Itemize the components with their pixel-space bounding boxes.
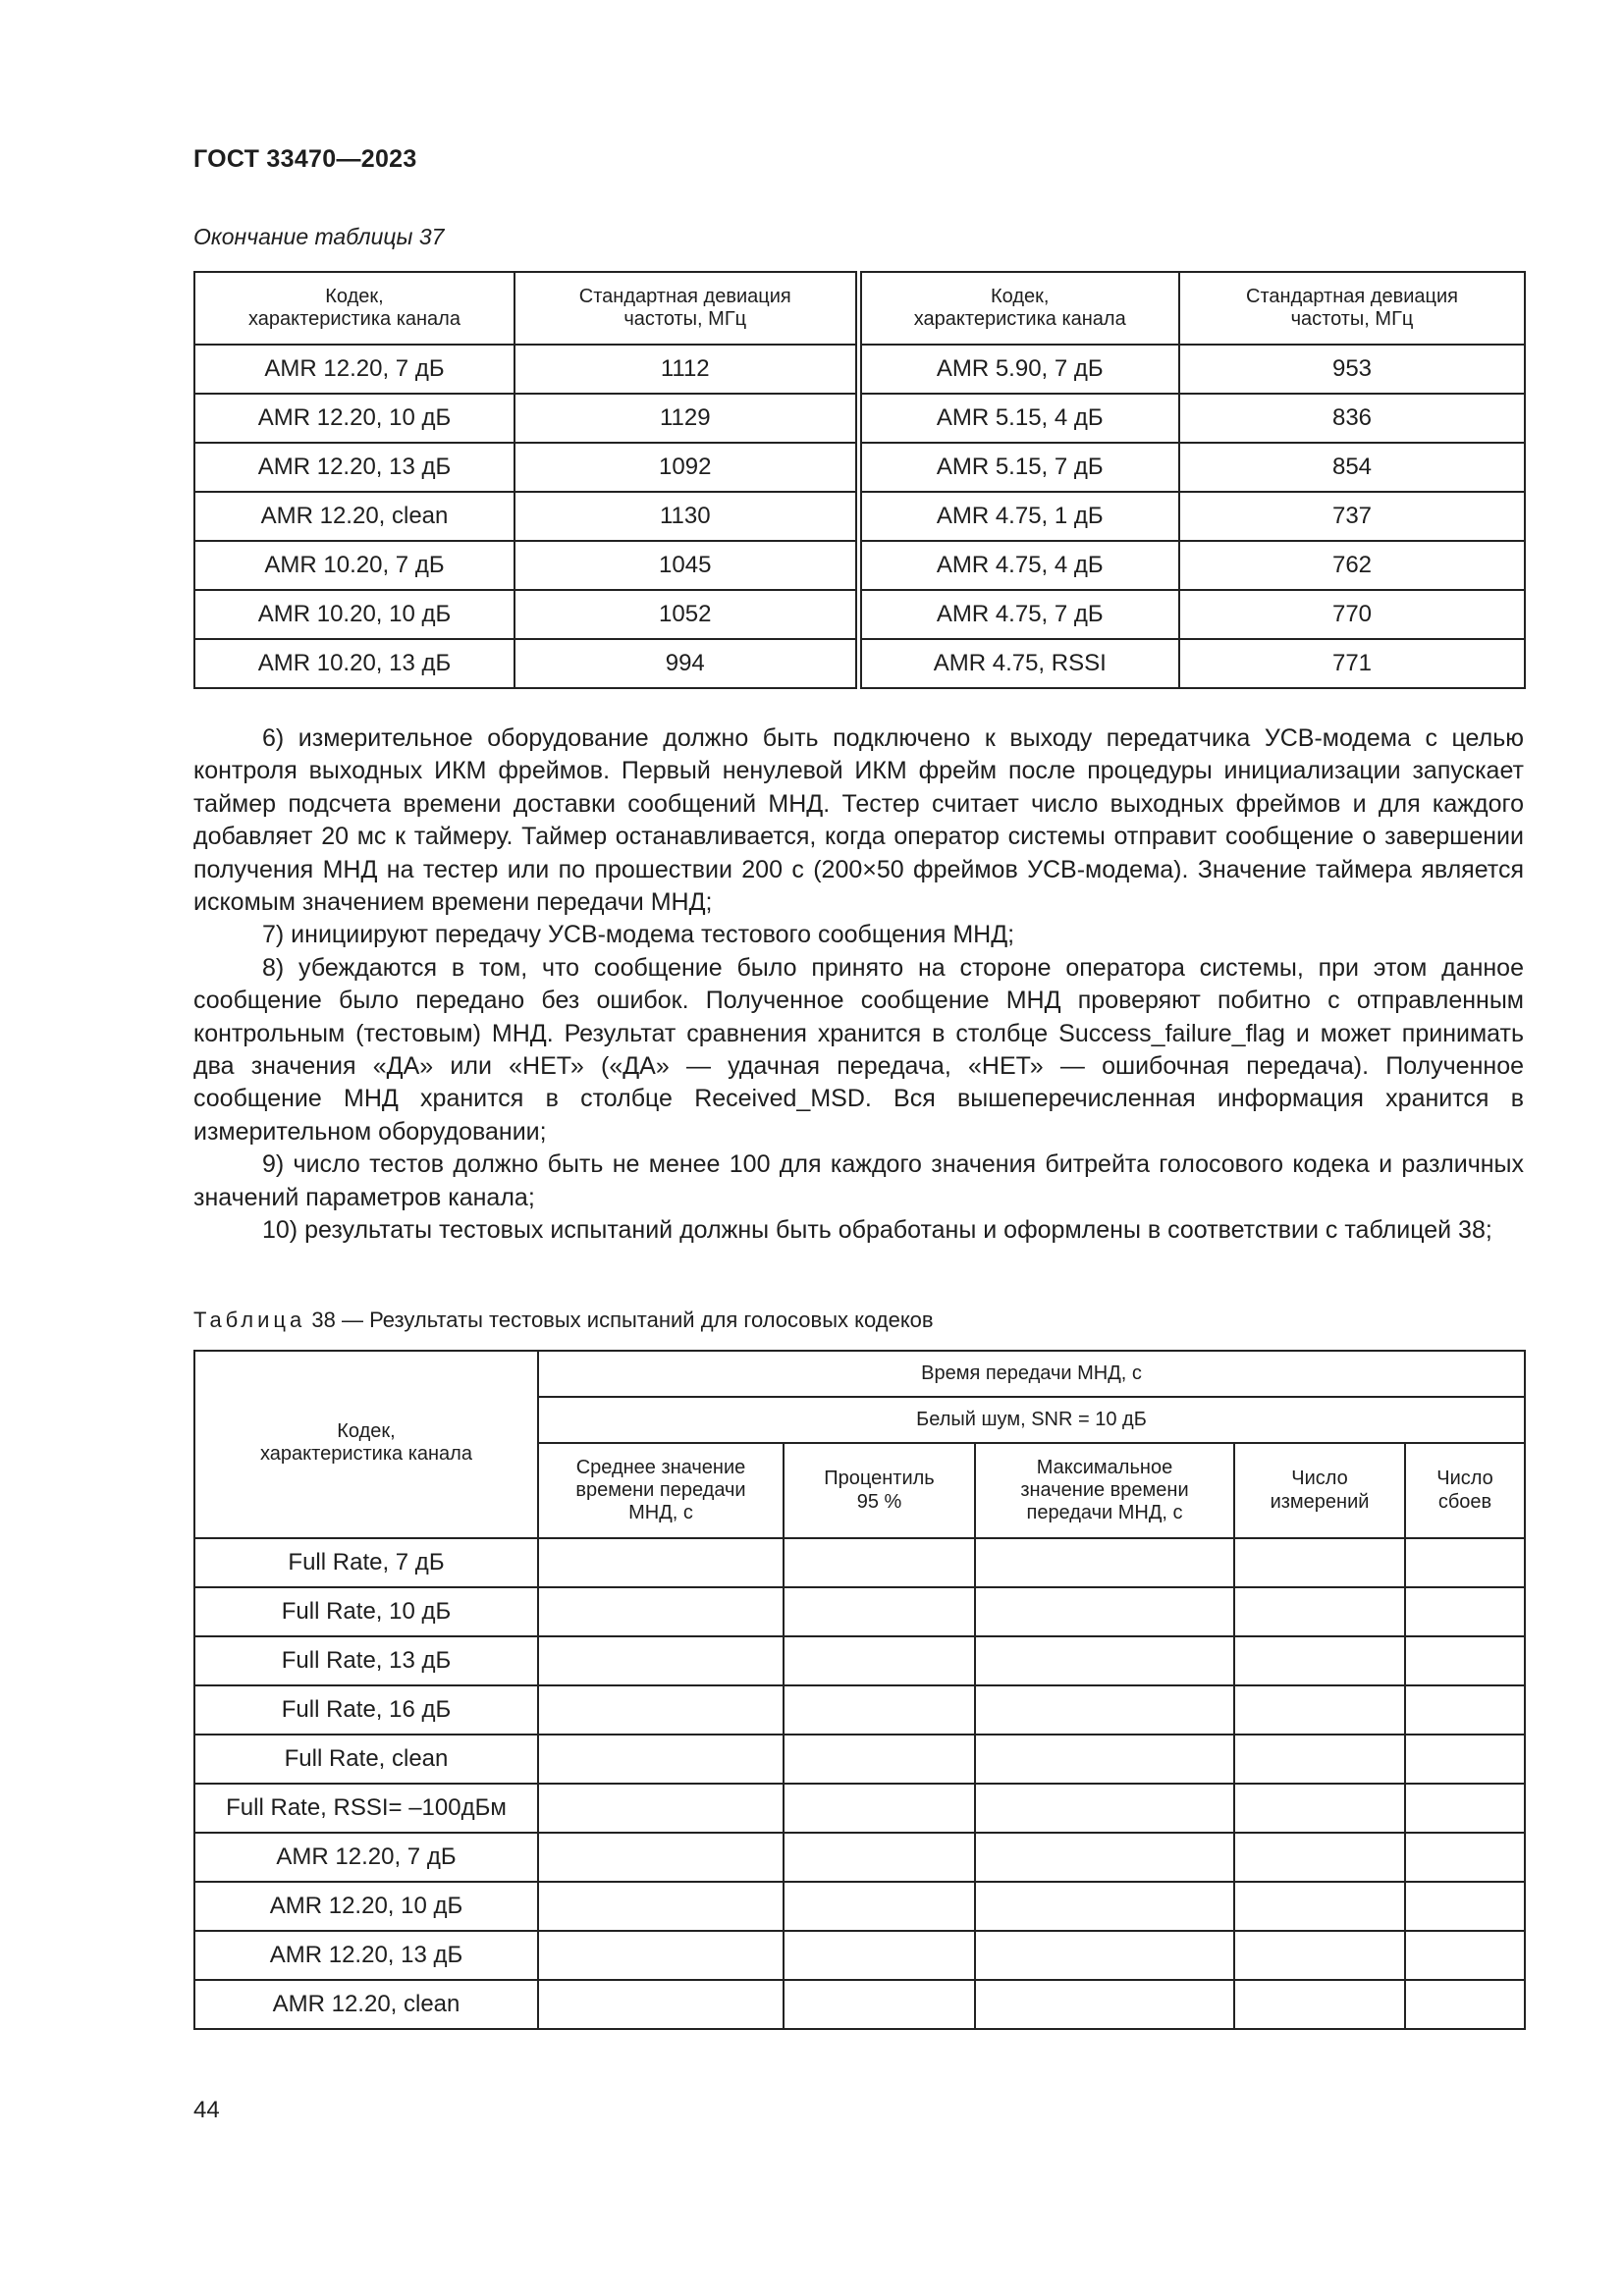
table-row-label: Full Rate, 16 дБ — [194, 1685, 538, 1735]
table-row-label: Full Rate, 7 дБ — [194, 1538, 538, 1587]
table-row — [194, 1587, 1525, 1636]
table-cell: AMR 5.15, 4 дБ — [858, 394, 1179, 443]
table-cell-empty — [1234, 1636, 1405, 1685]
paragraph-item-8: 8) убеждаются в том, что сообщение было принято на стороне оператора системы, при этом данное сообщение было передано без ошибок. Полученное сообщение МНД проверяют побитно с отправленным контрольным (тестовым) МНД. Результат сравнения хранится в столбце Success_failure_flag и может принимать два значения «ДА» или «НЕТ» («ДА» — удачная передача, «НЕТ» — ошибочная передача). Полученное сообщение МНД хранится в столбце Received_MSD. Вся вышеперечисленная информация хранится в измерительном оборудовании; — [193, 953, 1524, 1146]
table-row — [194, 1833, 1525, 1882]
table-cell-empty — [975, 1636, 1234, 1685]
table-row-label: AMR 12.20, 10 дБ — [194, 1882, 538, 1931]
table-cell-empty — [1234, 1685, 1405, 1735]
table-cell: AMR 4.75, 7 дБ — [858, 590, 1179, 639]
table-cell-empty — [784, 1882, 975, 1931]
table-cell: 1052 — [514, 590, 858, 639]
table-row — [194, 590, 1525, 639]
table-cell: AMR 5.90, 7 дБ — [858, 345, 1179, 394]
body-text — [193, 722, 1524, 1248]
table-cell: AMR 4.75, RSSI — [858, 639, 1179, 688]
table-cell-empty — [975, 1833, 1234, 1882]
table-cell: 771 — [1179, 639, 1525, 688]
table-cell: AMR 12.20, 13 дБ — [194, 443, 514, 492]
table-cell-empty — [1405, 1833, 1525, 1882]
table-cell: 994 — [514, 639, 858, 688]
table-cell-empty — [784, 1735, 975, 1784]
table-cell: 1129 — [514, 394, 858, 443]
table-cell-empty — [975, 1882, 1234, 1931]
table-cell-empty — [784, 1784, 975, 1833]
table37-header-row — [194, 272, 1525, 345]
table-cell-empty — [1405, 1784, 1525, 1833]
paragraph-item-6: 6) измерительное оборудование должно быть подключено к выходу передатчика УСВ-модема с целью контроля выходных ИКМ фреймов. Первый ненулевой ИКМ фрейм после процедуры инициализации запускает таймер подсчета времени доставки сообщений МНД. Тестер считает число выходных фреймов и для каждого добавляет 20 мс к таймеру. Таймер останавливается, когда оператор системы отправит сообщение о завершении получения МНД на тестер или по прошествии 200 с (200×50 фреймов УСВ-модема). Значение таймера является искомым значением времени передачи МНД; — [193, 724, 1524, 917]
table-cell-empty — [1234, 1833, 1405, 1882]
table-row-label: Full Rate, RSSI= –100дБм — [194, 1784, 538, 1833]
table-cell-empty — [784, 1685, 975, 1735]
table-cell: AMR 10.20, 10 дБ — [194, 590, 514, 639]
table37-header-cell: Стандартная девиация частоты, МГц — [1179, 272, 1525, 345]
table-cell-empty — [975, 1538, 1234, 1587]
table-cell-empty — [538, 1784, 784, 1833]
table-cell: AMR 12.20, 7 дБ — [194, 345, 514, 394]
table-cell: 737 — [1179, 492, 1525, 541]
table-cell-empty — [538, 1685, 784, 1735]
table37-header-cell: Кодек, характеристика канала — [194, 272, 514, 345]
table-cell-empty — [975, 1784, 1234, 1833]
table-cell-empty — [538, 1833, 784, 1882]
table-row — [194, 443, 1525, 492]
table-row — [194, 492, 1525, 541]
table-cell: 854 — [1179, 443, 1525, 492]
table-cell: 1045 — [514, 541, 858, 590]
table-row — [194, 1538, 1525, 1587]
table-cell-empty — [784, 1980, 975, 2029]
table-row — [194, 541, 1525, 590]
table37-header-cell: Стандартная девиация частоты, МГц — [514, 272, 858, 345]
table-cell-empty — [538, 1587, 784, 1636]
table-cell-empty — [784, 1538, 975, 1587]
table-cell: AMR 4.75, 4 дБ — [858, 541, 1179, 590]
table-row-label: Full Rate, clean — [194, 1735, 538, 1784]
table38-header-cell: Процентиль 95 % — [784, 1443, 975, 1538]
table38-header-cell: Число сбоев — [1405, 1443, 1525, 1538]
table-row — [194, 1931, 1525, 1980]
table-row-label: AMR 12.20, 13 дБ — [194, 1931, 538, 1980]
table-row — [194, 1980, 1525, 2029]
table-cell-empty — [1405, 1636, 1525, 1685]
table-cell-empty — [1405, 1685, 1525, 1735]
table-cell-empty — [538, 1735, 784, 1784]
table-cell-empty — [1234, 1784, 1405, 1833]
table-cell: 770 — [1179, 590, 1525, 639]
table-cell-empty — [784, 1587, 975, 1636]
table-38 — [193, 1350, 1526, 2030]
table-cell: 1112 — [514, 345, 858, 394]
table-cell: AMR 4.75, 1 дБ — [858, 492, 1179, 541]
table-cell-empty — [1234, 1882, 1405, 1931]
table-cell-empty — [1234, 1735, 1405, 1784]
table-cell-empty — [1405, 1587, 1525, 1636]
table-cell-empty — [975, 1980, 1234, 2029]
table-cell: AMR 12.20, clean — [194, 492, 514, 541]
table-cell-empty — [1405, 1882, 1525, 1931]
table-cell-empty — [538, 1931, 784, 1980]
table-cell-empty — [784, 1636, 975, 1685]
table-row-label: AMR 12.20, clean — [194, 1980, 538, 2029]
table-cell-empty — [1234, 1980, 1405, 2029]
table-row-label: Full Rate, 10 дБ — [194, 1587, 538, 1636]
table-cell-empty — [538, 1538, 784, 1587]
table38-header-codec: Кодек, характеристика канала — [194, 1351, 538, 1538]
paragraph-item-9: 9) число тестов должно быть не менее 100 для каждого значения битрейта голосового кодека и различных значений параметров канала; — [193, 1150, 1524, 1211]
table-cell-empty — [1405, 1538, 1525, 1587]
table-cell-empty — [1234, 1538, 1405, 1587]
table-cell-empty — [538, 1636, 784, 1685]
table-cell-empty — [1234, 1931, 1405, 1980]
table-cell-empty — [975, 1685, 1234, 1735]
table-cell-empty — [1405, 1980, 1525, 2029]
table-row — [194, 394, 1525, 443]
table-row — [194, 1735, 1525, 1784]
table-cell: AMR 5.15, 7 дБ — [858, 443, 1179, 492]
table-row — [194, 639, 1525, 688]
table-cell: AMR 10.20, 7 дБ — [194, 541, 514, 590]
table37-header-cell: Кодек, характеристика канала — [858, 272, 1179, 345]
table38-header-cell: Среднее значение времени передачи МНД, с — [538, 1443, 784, 1538]
table-row — [194, 1784, 1525, 1833]
table-cell: 1092 — [514, 443, 858, 492]
table-cell-empty — [1405, 1931, 1525, 1980]
table-cell-empty — [975, 1931, 1234, 1980]
paragraph-item-10: 10) результаты тестовых испытаний должны быть обработаны и оформлены в соответствии с таблицей 38; — [262, 1216, 1492, 1245]
table-37 — [193, 271, 1526, 689]
page-number: 44 — [193, 2097, 220, 2123]
table-cell-empty — [975, 1735, 1234, 1784]
table38-header-row — [194, 1351, 1525, 1397]
table-cell-empty — [784, 1931, 975, 1980]
table-cell: AMR 10.20, 13 дБ — [194, 639, 514, 688]
table-row — [194, 1636, 1525, 1685]
table-row — [194, 1882, 1525, 1931]
table-cell: 953 — [1179, 345, 1525, 394]
table38-header-subgroup: Белый шум, SNR = 10 дБ — [538, 1397, 1525, 1443]
table-row-label: AMR 12.20, 7 дБ — [194, 1833, 538, 1882]
paragraph-item-7: 7) инициируют передачу УСВ-модема тестового сообщения МНД; — [262, 921, 1015, 949]
table38-header-cell: Число измерений — [1234, 1443, 1405, 1538]
table-cell: 836 — [1179, 394, 1525, 443]
document-header: ГОСТ 33470—2023 — [193, 145, 417, 173]
table-row — [194, 1685, 1525, 1735]
table-row — [194, 345, 1525, 394]
table-cell: AMR 12.20, 10 дБ — [194, 394, 514, 443]
table-cell-empty — [975, 1587, 1234, 1636]
table37-continuation-label: Окончание таблицы 37 — [193, 224, 445, 249]
table-cell: 762 — [1179, 541, 1525, 590]
table38-caption-label: Таблица — [193, 1308, 306, 1332]
table38-caption-text: 38 — Результаты тестовых испытаний для голосовых кодеков — [305, 1308, 934, 1332]
table-cell-empty — [538, 1882, 784, 1931]
table-cell-empty — [1234, 1587, 1405, 1636]
table38-header-group: Время передачи МНД, с — [538, 1351, 1525, 1397]
table-row-label: Full Rate, 13 дБ — [194, 1636, 538, 1685]
table-cell: 1130 — [514, 492, 858, 541]
table-cell-empty — [538, 1980, 784, 2029]
table38-header-cell: Максимальное значение времени передачи МНД, с — [975, 1443, 1234, 1538]
table-cell-empty — [784, 1833, 975, 1882]
table-cell-empty — [1405, 1735, 1525, 1784]
table38-caption — [193, 1308, 934, 1333]
